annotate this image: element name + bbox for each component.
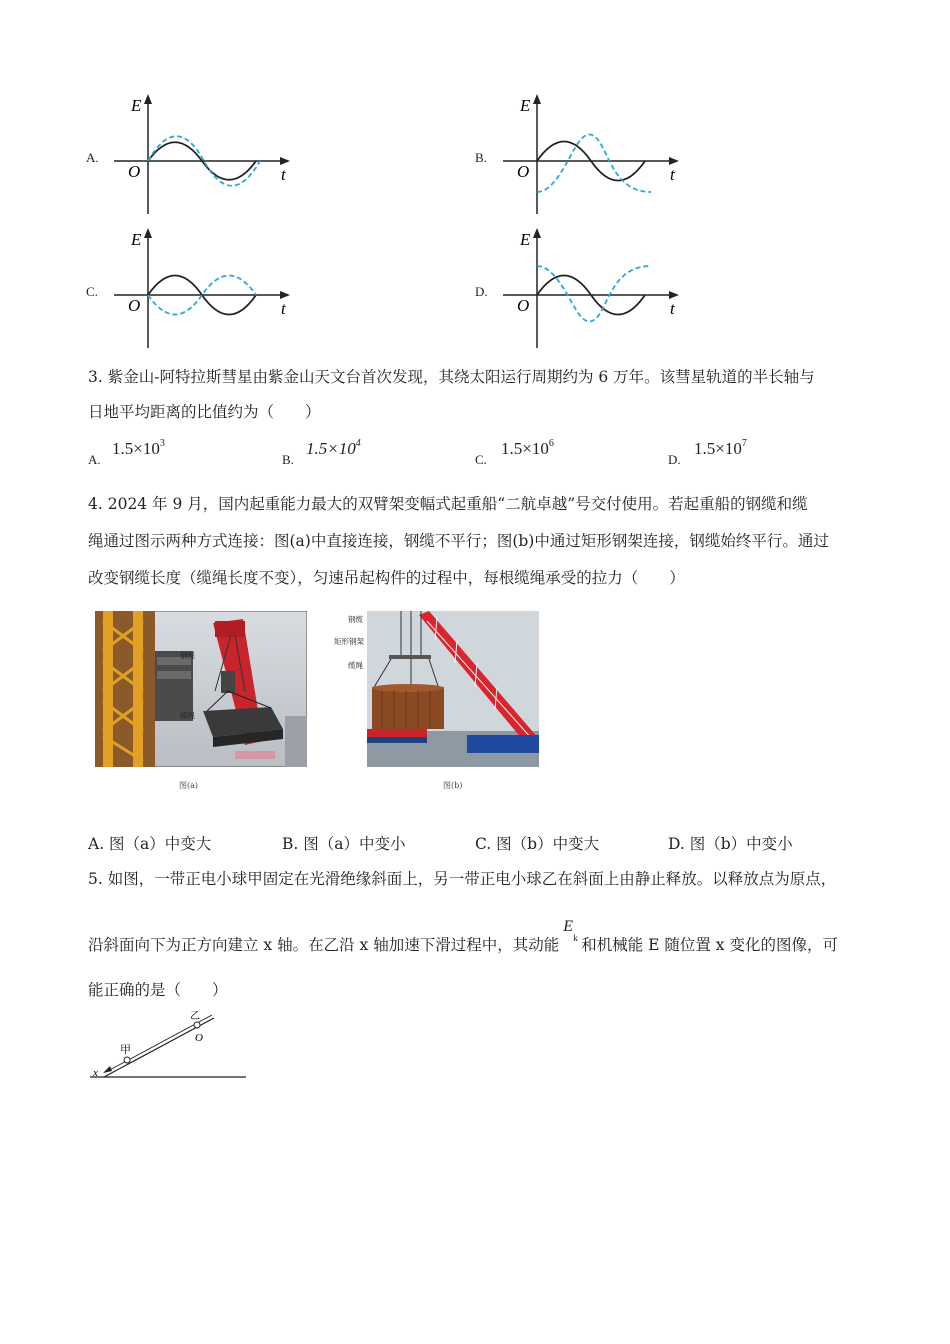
- label-cable: 钢缆: [180, 651, 195, 660]
- q3-line-1: 3. 紫金山-阿特拉斯彗星由紫金山天文台首次发现，其绕太阳运行周期约为 6 万年。该彗星轨道的半长轴与: [88, 368, 815, 386]
- y-axis-label: E: [520, 96, 531, 115]
- origin-label: O: [128, 162, 141, 181]
- origin-label: O: [517, 162, 530, 181]
- option-letter: D.: [475, 284, 488, 299]
- x-axis-label: t: [670, 299, 675, 318]
- ek-symbol: E k: [563, 918, 578, 943]
- q4-option-a[interactable]: A. 图（a）中变大: [88, 835, 212, 853]
- x-axis-label: t: [670, 165, 675, 184]
- photo-b-illustration: [367, 611, 539, 767]
- y-axis-label: E: [131, 230, 142, 249]
- q5-line-3: 能正确的是（ ）: [88, 981, 228, 999]
- ball-a-label: 甲: [120, 1044, 131, 1056]
- x-axis-label: t: [281, 165, 286, 184]
- q4-option-b[interactable]: B. 图（a）中变小: [282, 835, 406, 853]
- x-axis-label: x: [93, 1067, 98, 1079]
- graph-c-svg: [110, 226, 300, 351]
- y-axis-label: E: [131, 96, 142, 115]
- q3-line-2: 日地平均距离的比值约为（ ）: [88, 403, 321, 421]
- q5-line-2: 沿斜面向下为正方向建立 x 轴。在乙沿 x 轴加速下滑过程中，其动能 E k 和机械能 E 随位置 x 变化的图像，可: [88, 918, 838, 954]
- graph-b-svg: [499, 92, 689, 217]
- origin-label: O: [128, 296, 141, 315]
- origin-label: O: [517, 296, 530, 315]
- label-rope: 缆绳: [180, 711, 195, 720]
- q5-line-1: 5. 如图，一带正电小球甲固定在光滑绝缘斜面上，另一带正电小球乙在斜面上由静止释放。以释放点为原点，: [88, 870, 837, 888]
- option-letter: B.: [475, 150, 487, 165]
- q4-line-3: 改变钢缆长度（缆绳长度不变），匀速吊起构件的过程中，每根缆绳承受的拉力（ ）: [88, 569, 685, 587]
- q4-option-c[interactable]: C. 图（b）中变大: [475, 835, 600, 853]
- photo-a-caption: 图(a): [179, 781, 199, 790]
- y-axis-label: E: [520, 230, 531, 249]
- option-letter: A.: [86, 150, 99, 165]
- graph-d-svg: [499, 226, 689, 351]
- q4-line-1: 4. 2024 年 9 月，国内起重能力最大的双臂架变幅式起重船“二航卓越”号交付使用。若起重船的钢缆和缆: [88, 495, 808, 513]
- incline-svg: [86, 1008, 251, 1083]
- label-cable: 钢缆: [348, 615, 363, 624]
- graph-a-svg: [110, 92, 300, 217]
- origin-label: O: [195, 1032, 203, 1044]
- photo-a-illustration: [95, 611, 307, 767]
- option-letter: C.: [86, 284, 98, 299]
- q4-option-d[interactable]: D. 图（b）中变小: [668, 835, 793, 853]
- photo-b-caption: 图(b): [443, 781, 463, 790]
- q4-line-2: 绳通过图示两种方式连接：图(a)中直接连接，钢缆不平行；图(b)中通过矩形钢架连接，钢缆始终平行。通过: [88, 532, 829, 550]
- ball-b-label: 乙: [190, 1011, 200, 1022]
- label-frame: 矩形钢架: [334, 637, 364, 646]
- x-axis-label: t: [281, 299, 286, 318]
- label-rope: 缆绳: [348, 661, 363, 670]
